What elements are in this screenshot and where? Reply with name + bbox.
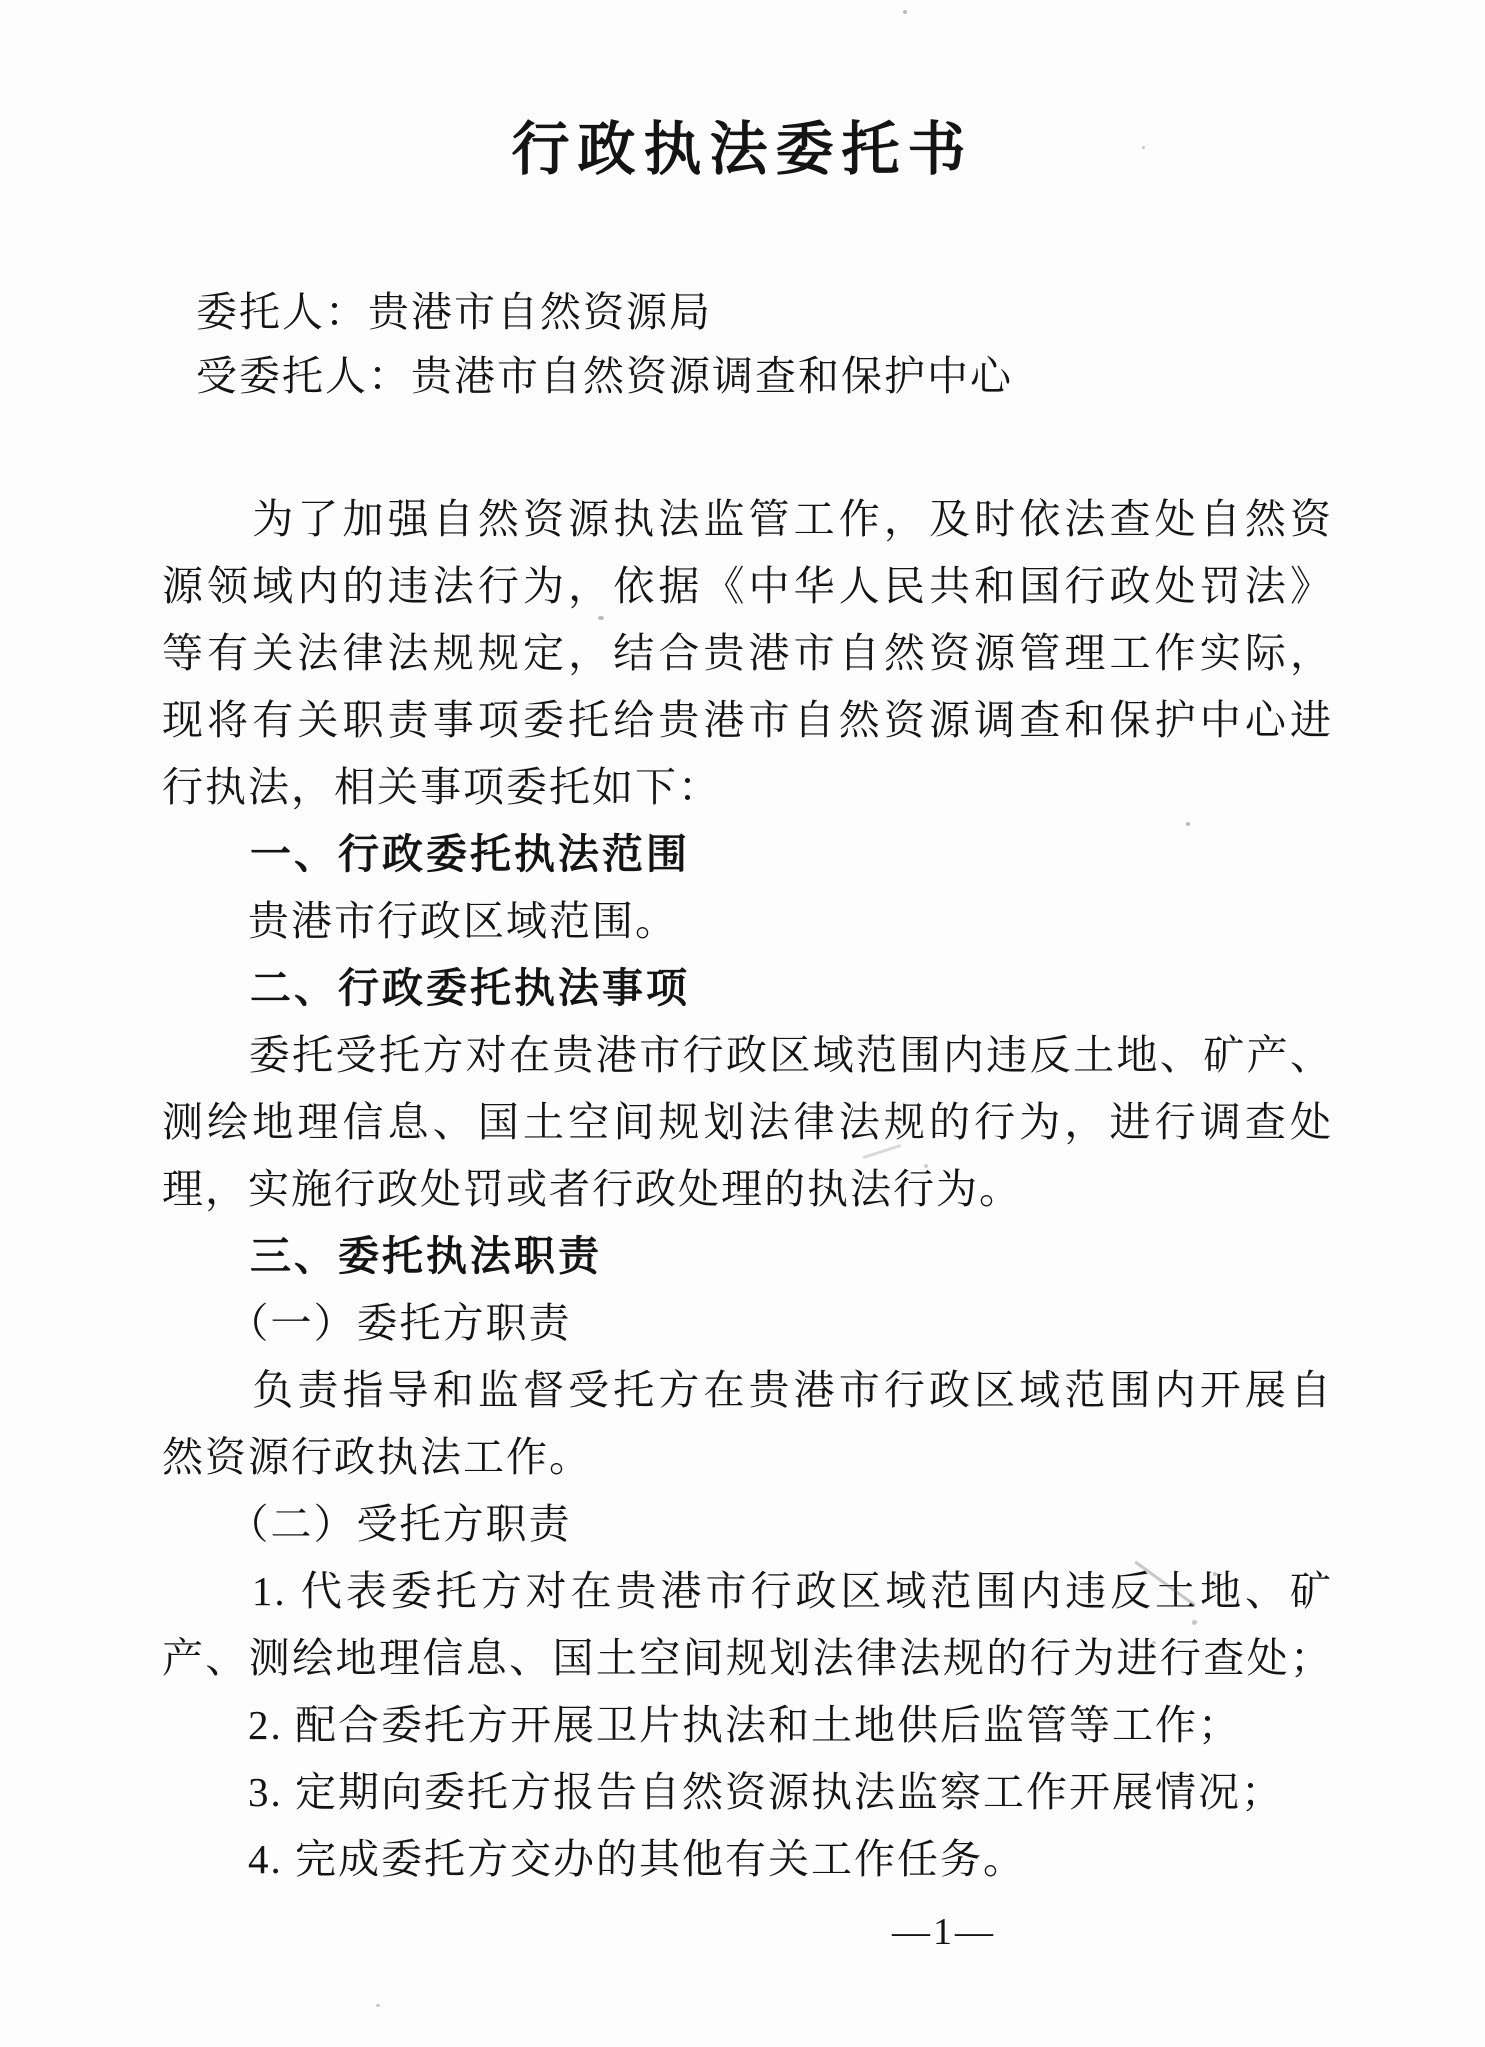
scan-speck — [376, 2004, 380, 2007]
scan-speck — [1213, 1572, 1217, 1576]
scan-speck — [1192, 1620, 1197, 1625]
scan-speck — [1186, 822, 1190, 826]
page-number: —1— — [892, 1911, 996, 1953]
body-text-line: （一）委托方职责 — [162, 1300, 572, 1346]
body-text-line: 源领域内的违法行为，依据《中华人民共和国行政处罚法》 — [162, 563, 1333, 609]
scan-speck — [598, 616, 604, 620]
party-lines — [196, 280, 1013, 408]
body-text-line: 理，实施行政处罚或者行政处理的执法行为。 — [162, 1166, 1022, 1212]
body-text-line: （二）受托方职责 — [162, 1501, 572, 1547]
body-text-line: 然资源行政执法工作。 — [162, 1434, 592, 1480]
body-text-line: 4. 完成委托方交办的其他有关工作任务。 — [162, 1836, 1026, 1882]
body-text-line: 贵港市行政区域范围。 — [162, 898, 678, 944]
body-text-line: 3. 定期向委托方报告自然资源执法监察工作开展情况； — [162, 1769, 1284, 1815]
body-text-line: 二、行政委托执法事项 — [162, 965, 690, 1011]
body-text-line: 行执法，相关事项委托如下： — [162, 764, 721, 810]
body-text-line: 测绘地理信息、国土空间规划法律法规的行为，进行调查处 — [162, 1099, 1333, 1145]
body-text-line: 等有关法律法规规定，结合贵港市自然资源管理工作实际， — [162, 630, 1333, 676]
body-text-line: 三、委托执法职责 — [162, 1233, 602, 1279]
body-text-line: 2. 配合委托方开展卫片执法和土地供后监管等工作； — [162, 1702, 1241, 1748]
body-text-line: 委托受托方对在贵港市行政区域范围内违反土地、矿产、 — [162, 1032, 1333, 1078]
body-text-line: 为了加强自然资源执法监管工作，及时依法查处自然资 — [162, 496, 1333, 542]
scan-speck — [903, 10, 907, 14]
scan-speck — [1152, 1641, 1156, 1644]
document-body — [162, 486, 1333, 1893]
body-text-line: 现将有关职责事项委托给贵港市自然资源调查和保护中心进 — [162, 697, 1333, 743]
document-title: 行政执法委托书 — [511, 117, 974, 182]
scan-speck — [924, 1164, 928, 1168]
party-line: 受委托人：贵港市自然资源调查和保护中心 — [196, 353, 1013, 399]
body-text-line: 1. 代表委托方对在贵港市行政区域范围内违反土地、矿 — [162, 1568, 1333, 1614]
scan-speck — [1142, 146, 1145, 149]
body-text-line: 产、测绘地理信息、国土空间规划法律法规的行为进行查处； — [162, 1635, 1333, 1681]
party-line: 委托人：贵港市自然资源局 — [196, 289, 712, 335]
body-text-line: 一、行政委托执法范围 — [162, 831, 690, 877]
body-text-line: 负责指导和监督受托方在贵港市行政区域范围内开展自 — [162, 1367, 1333, 1413]
